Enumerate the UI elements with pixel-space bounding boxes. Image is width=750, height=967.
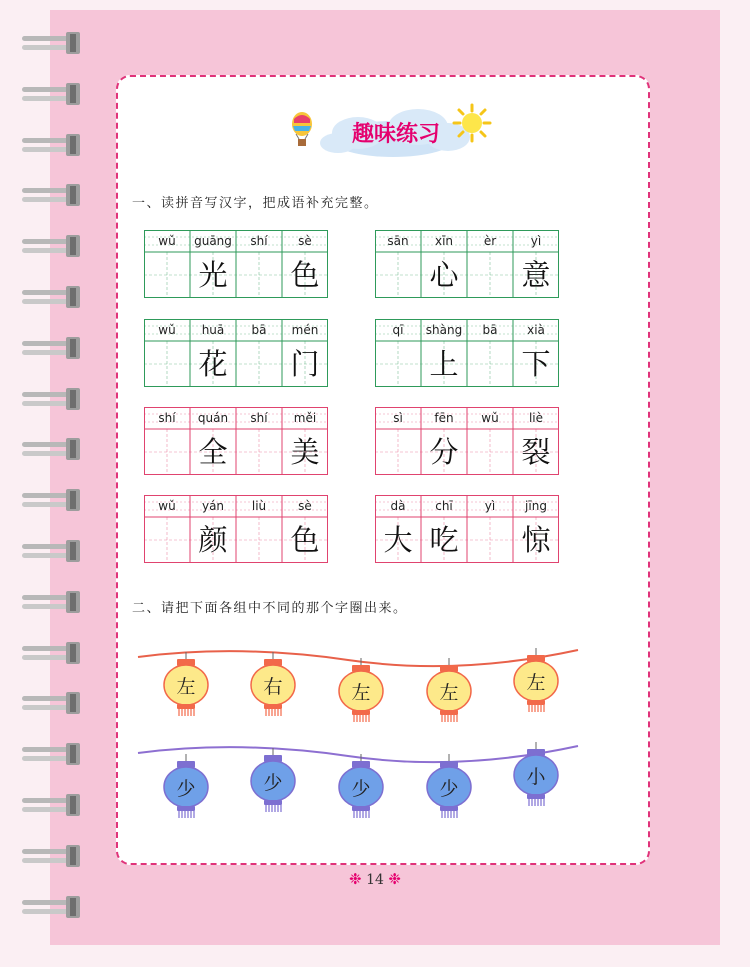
pinyin-syllable: bā [482,323,498,337]
given-character: 吃 [429,523,459,557]
pinyin-syllable: liù [251,499,267,513]
character-row [144,429,328,475]
pinyin-syllable: bā [251,323,267,337]
character-row [144,341,328,387]
pinyin-row [144,495,328,517]
spiral-ring [22,690,86,718]
pinyin-syllable: huā [201,323,225,337]
given-character: 门 [290,347,320,381]
pinyin-syllable: yì [530,234,542,248]
pinyin-syllable: sān [387,234,409,248]
pinyin-syllable: xīn [434,234,454,248]
blank-character-box[interactable] [236,429,282,475]
idiom-grid [144,495,328,563]
spiral-ring [22,436,86,464]
spiral-ring [22,741,86,769]
spiral-ring [22,132,86,160]
given-character: 下 [521,347,551,381]
spiral-ring [22,233,86,261]
pinyin-syllable: qī [392,323,404,337]
pinyin-syllable: èr [483,234,497,248]
lantern-character: 左 [351,682,371,704]
blank-character-box[interactable] [144,517,190,563]
lantern[interactable] [249,652,297,722]
given-character: 美 [290,435,320,469]
title-banner [118,77,652,177]
pinyin-syllable: guāng [194,234,232,248]
given-character: 色 [290,523,320,557]
pinyin-syllable: chī [435,499,453,513]
pinyin-syllable: shí [250,411,268,425]
given-character: 惊 [521,523,551,557]
lantern[interactable] [512,648,560,718]
spiral-ring [22,538,86,566]
pinyin-syllable: xià [527,323,545,337]
worksheet-card [116,75,650,865]
lantern-character: 左 [439,682,459,704]
pinyin-row [144,230,328,252]
lantern[interactable] [425,658,473,728]
blank-character-box[interactable] [467,252,513,298]
lantern[interactable] [162,652,210,722]
pinyin-row [144,407,328,429]
lantern-character: 少 [176,778,196,800]
lantern[interactable] [249,748,297,818]
pinyin-row [375,319,559,341]
spiral-ring [22,843,86,871]
idiom-grid [375,407,559,475]
given-character: 色 [290,258,320,292]
spiral-ring [22,894,86,922]
pinyin-syllable: quán [197,411,229,425]
spiral-ring [22,335,86,363]
given-character: 分 [429,435,459,469]
pinyin-row [375,407,559,429]
page-footer [0,870,750,888]
character-row [375,517,559,563]
idiom-grid [144,319,328,387]
blank-character-box[interactable] [144,341,190,387]
section-two-instruction: 二、请把下面各组中不同的那个字圈出来。 [132,601,408,616]
character-row [144,517,328,563]
hot-air-balloon-icon [290,111,314,151]
spiral-ring [22,640,86,668]
pinyin-syllable: fēn [434,411,454,425]
given-character: 大 [383,523,413,557]
spiral-ring [22,487,86,515]
lantern-character: 小 [526,766,546,788]
blank-character-box[interactable] [467,517,513,563]
lantern-character: 左 [526,672,546,694]
flower-icon: ❉ [388,870,401,888]
pinyin-syllable: shí [250,234,268,248]
pinyin-syllable: wǔ [158,234,176,248]
character-row [375,252,559,298]
blank-character-box[interactable] [467,341,513,387]
pinyin-syllable: wǔ [158,323,176,337]
idiom-grid [375,319,559,387]
given-character: 花 [198,347,228,381]
lantern[interactable] [425,754,473,824]
page-title: 趣味练习 [351,122,440,147]
lantern[interactable] [162,754,210,824]
pinyin-row [375,495,559,517]
given-character: 全 [198,435,228,469]
lantern-character: 少 [263,772,283,794]
pinyin-syllable: sè [298,234,312,248]
blank-character-box[interactable] [375,252,421,298]
blank-character-box[interactable] [236,517,282,563]
character-row [144,252,328,298]
given-character: 意 [521,258,551,292]
blank-character-box[interactable] [375,429,421,475]
pinyin-syllable: sì [393,411,403,425]
spiral-ring [22,589,86,617]
pinyin-syllable: yì [484,499,496,513]
pinyin-row [375,230,559,252]
character-row [375,429,559,475]
pinyin-syllable: liè [528,411,544,425]
blank-character-box[interactable] [144,252,190,298]
spiral-ring [22,792,86,820]
pinyin-syllable: dà [390,499,406,513]
section-one-instruction: 一、读拼音写汉字，把成语补充完整。 [132,196,379,211]
idiom-grid [144,230,328,298]
given-character: 颜 [198,523,228,557]
given-character: 心 [429,258,459,292]
flower-icon: ❉ [349,870,362,888]
page-number: 14 [366,872,384,888]
given-character: 裂 [521,435,551,469]
pinyin-syllable: měi [293,411,317,425]
spiral-binding [22,30,92,920]
blank-character-box[interactable] [236,341,282,387]
lantern-character: 少 [351,778,371,800]
lantern-character: 右 [263,676,283,698]
idiom-grid [375,495,559,563]
character-row [375,341,559,387]
pinyin-syllable: yán [201,499,225,513]
lantern-character: 少 [439,778,459,800]
pinyin-syllable: sè [298,499,312,513]
blank-character-box[interactable] [236,252,282,298]
lantern-character: 左 [176,676,196,698]
pinyin-syllable: shí [158,411,176,425]
given-character: 光 [198,258,228,292]
sun-icon [452,103,492,143]
pinyin-syllable: wǔ [481,411,499,425]
spiral-ring [22,81,86,109]
pinyin-syllable: wǔ [158,499,176,513]
spiral-ring [22,182,86,210]
pinyin-row [144,319,328,341]
blank-character-box[interactable] [144,429,190,475]
pinyin-syllable: shàng [425,323,463,337]
idiom-grid [375,230,559,298]
spiral-ring [22,284,86,312]
blank-character-box[interactable] [375,341,421,387]
lantern[interactable] [337,658,385,728]
lantern[interactable] [337,754,385,824]
spiral-ring [22,30,86,58]
spiral-ring [22,386,86,414]
idiom-grid [144,407,328,475]
lantern[interactable] [512,742,560,812]
given-character: 上 [429,347,459,381]
pinyin-syllable: mén [291,323,319,337]
blank-character-box[interactable] [467,429,513,475]
pinyin-syllable: jīng [525,499,547,513]
